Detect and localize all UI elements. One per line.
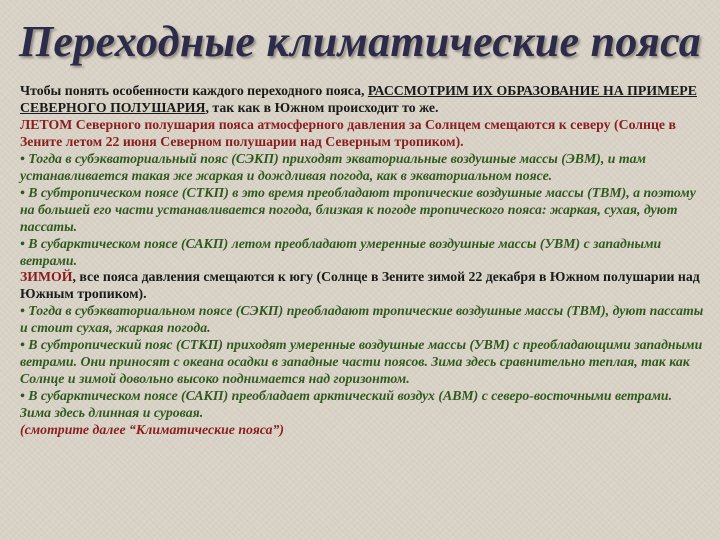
intro-text: Чтобы понять особенности каждого переходного пояса, (20, 83, 368, 98)
footer-note: (смотрите далее “Климатические пояса”) (20, 422, 284, 438)
intro-text-end: , так как в Южном происходит то же. (205, 99, 439, 115)
intro-paragraph (20, 83, 704, 117)
intro-underlined-text: РАССМОТРИМ ИХ ОБРАЗОВАНИЕ НА ПРИМЕРЕ СЕВЕРНОГО ПОЛУШАРИЯ (20, 83, 697, 115)
summer-heading: ЛЕТОМ Северного полушария пояса атмосферного давления за Солнцем смещаются к северу (Солнце в Зените летом 22 июня Северном полушарии над Северным тропиком). (20, 116, 676, 149)
summer-bullet-subequatorial: • Тогда в субэкваториальный пояс (СЭКП) приходят экваториальные воздушные массы (ЭВМ), и там устанавливается такая же жаркая и дождливая погода, как в экваториальном поясе. (20, 150, 646, 183)
summer-bullet-subarctic: • В субарктическом поясе (САКП) летом преобладают умеренные воздушные массы (УВМ) с западными ветрами. (20, 235, 662, 268)
winter-bullet-subequatorial: • Тогда в субэкваториальном поясе (СЭКП) преобладают тропические воздушные массы (ТВМ), дуют пассаты и стоит сухая, жаркая погода. (20, 303, 704, 336)
winter-heading (20, 269, 704, 303)
slide-body (20, 83, 704, 439)
slide-title: Переходные климатические пояса (18, 17, 702, 66)
winter-bullet-subtropical: • В субтропический пояс (СТКП) приходят умеренные воздушные массы (УВМ) с преобладающими западными ветрами. Они приносят с океана осадки в западные части поясов. Зима здесь сравнительно теплая, так как Солнце и зимой довольно высоко поднимается над горизонтом. (20, 337, 703, 387)
winter-bullet-subarctic: • В субарктическом поясе (САКП) преобладает арктический воздух (АВМ) с северо-восточными ветрами. Зима здесь длинная и суровая. (20, 388, 673, 421)
winter-heading-text: , все пояса давления смещаются к югу (Солнце в Зените зимой 22 декабря в Южном полушарии над Южным тропиком). (20, 269, 700, 302)
winter-heading-caps: ЗИМОЙ (20, 269, 73, 285)
summer-bullet-subtropical: • В субтропическом поясе (СТКП) в это время преобладают тропические воздушные массы (ТВМ), а поэтому на большей его части устанавливается погода, близкая к погоде тропического пояса: жаркая, сухая, дуют пассаты. (20, 184, 696, 234)
